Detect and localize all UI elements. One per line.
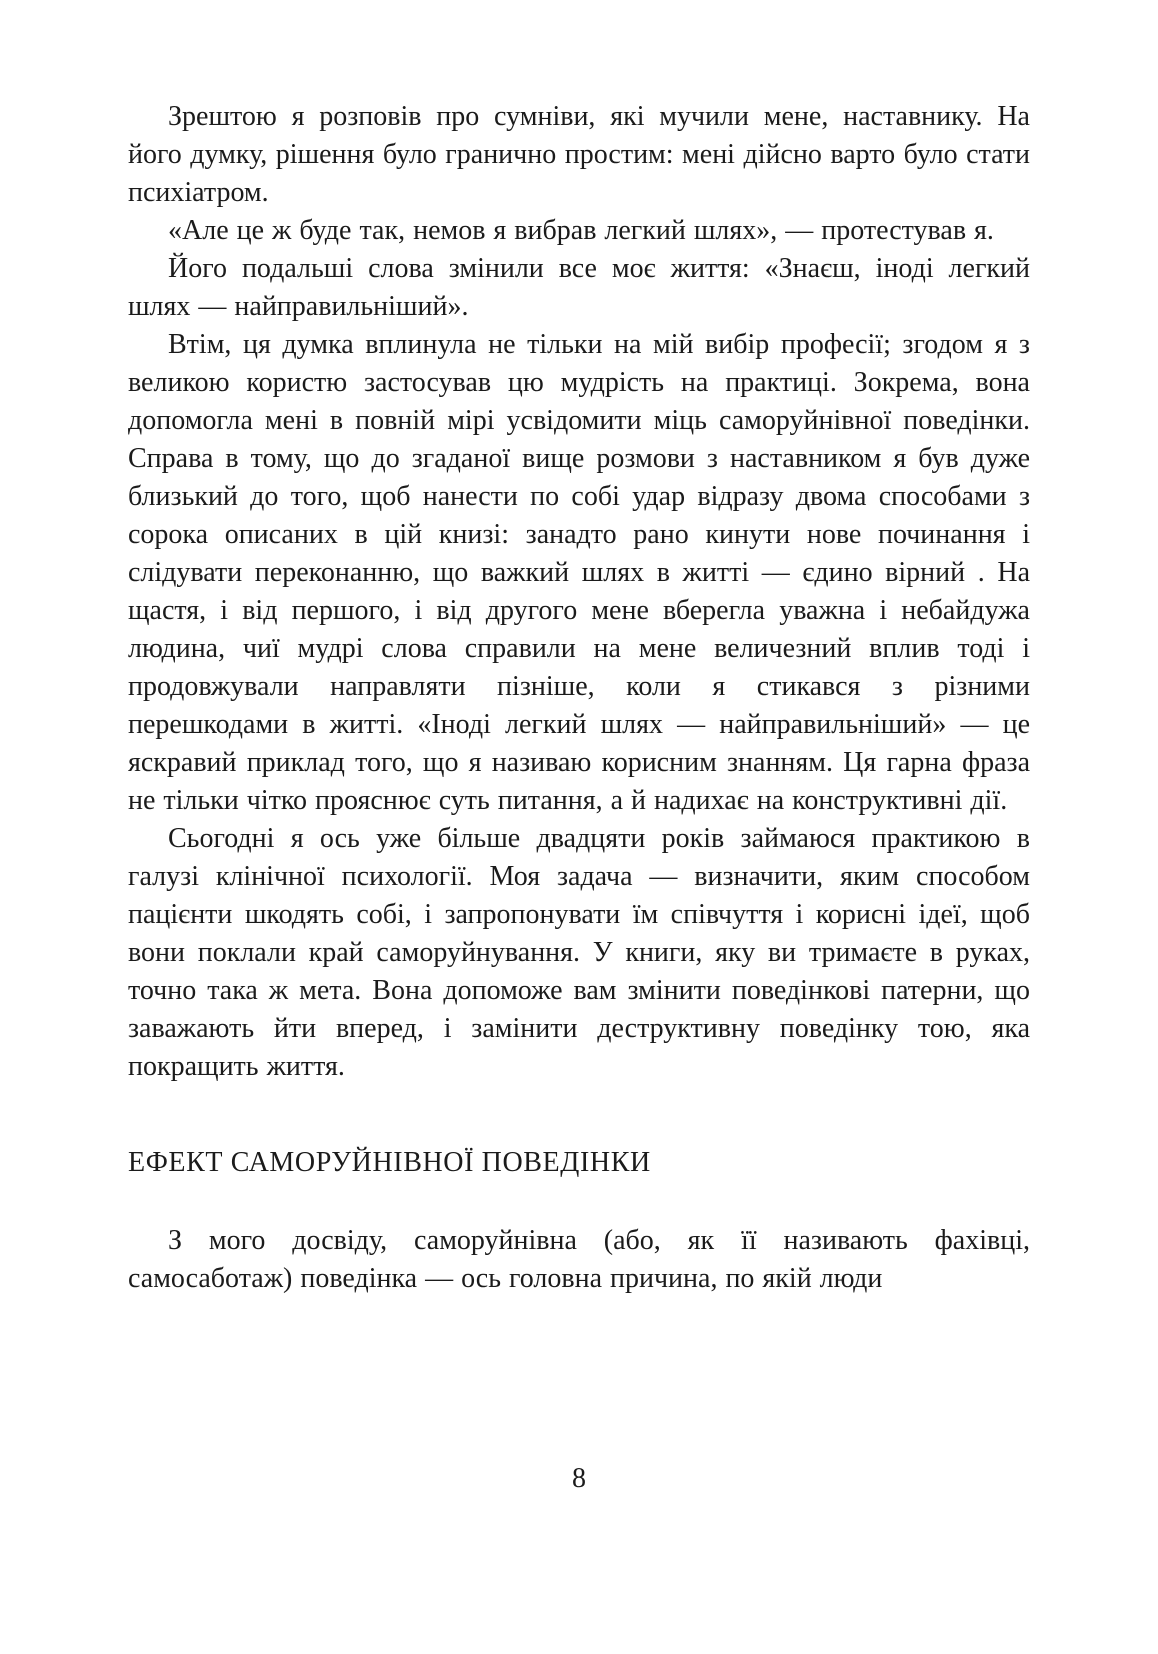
paragraph: З мого досвіду, саморуйнівна (або, як її називають фахівці, самосаботаж) поведінка — ось головна причина, по якій люди — [128, 1225, 1030, 1294]
paragraph: «Але це ж буде так, немов я вибрав легкий шлях», — протестував я. — [168, 215, 994, 246]
paragraph: Втім, ця думка вплинула не тільки на мій вибір професії; згодом я з великою користю застосував цю мудрість на практиці. Зокрема, вона допомогла мені в повній мірі усвідомити міць саморуйнівної поведінки. Справа в тому, що до згаданої вище розмови з наставником я був дуже близький до того, щоб нанести по собі удар відразу двома способами з сорока описаних в цій книзі: занадто рано кинути нове починання і слідувати переконанню, що важкий шлях в житті — єдино вірний . На щастя, і від першого, і від другого мене вберегла уважна і небайдужа людина, чиї мудрі слова справили на мене величезний вплив тоді і продовжували направляти пізніше, коли я стикався з різними перешкодами в житті. «Іноді легкий шлях — найправильніший» — це яскравий приклад того, що я називаю корисним знанням. Ця гарна фраза не тільки чітко прояснює суть питання, а й надихає на конструктивні дії. — [128, 329, 1030, 816]
page-number: 8 — [572, 1463, 586, 1494]
section-heading: ЕФЕКТ САМОРУЙНІВНОЇ ПОВЕДІНКИ — [128, 1147, 651, 1178]
page-text — [128, 98, 1030, 1298]
paragraph: Зрештою я розповів про сумніви, які мучили мене, наставнику. На його думку, рішення було гранично простим: мені дійсно варто було стати психіатром. — [128, 101, 1030, 208]
paragraph: Сьогодні я ось уже більше двадцяти років займаюся практикою в галузі клінічної психології. Моя задача — визначити, яким способом пацієнти шкодять собі, і запропонувати їм співчуття і корисні ідеї, щоб вони поклали край саморуйнування. У книги, яку ви тримаєте в руках, точно така ж мета. Вона допоможе вам змінити поведінкові патерни, що заважають йти вперед, і замінити деструктивну поведінку тою, яка покращить життя. — [128, 823, 1030, 1082]
paragraph: Його подальші слова змінили все моє життя: «Знаєш, іноді легкий шлях — найправильніший». — [128, 253, 1030, 322]
